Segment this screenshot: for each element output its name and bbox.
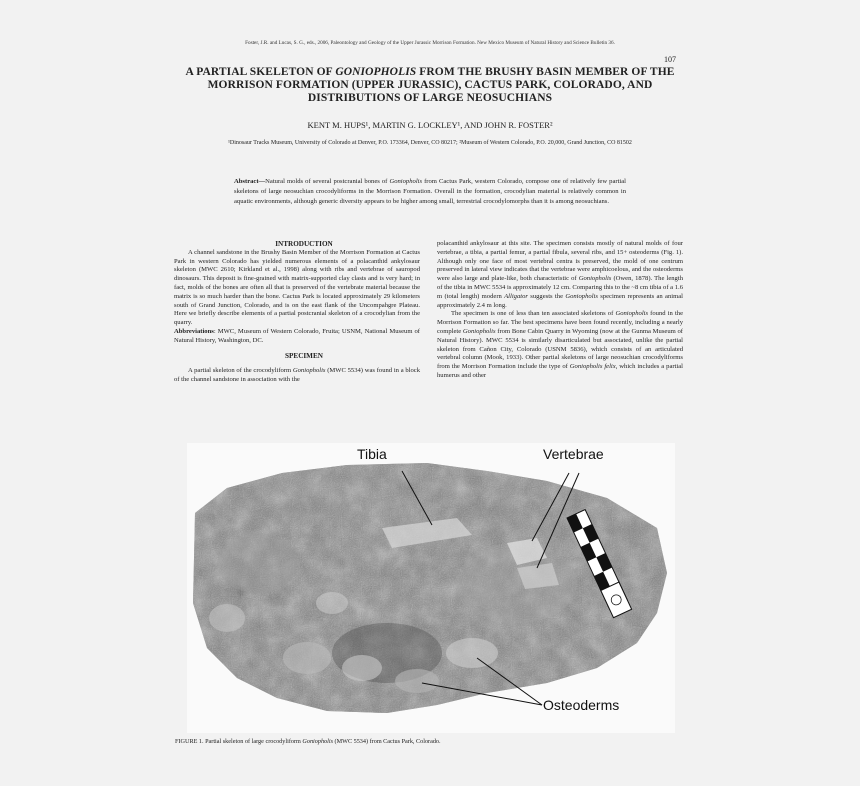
genus-name: Goniopholis: [565, 292, 598, 300]
text-run: polacanthid ankylosaur at this site. The specimen consists mostly of natural molds of four vertebrae, a tibia, a partial femur, a partial fibula, several ribs, and 15+ osteoderms (Fig. 1). Although only one face of most vertebral centra is preserved, the mold of one centrum preserved in lateral view indicates that the vertebrae were amphicoelous, and the osteoderms were also large and plate-like, both characteristic of: [437, 240, 683, 283]
abstract-genus: Goniopholis: [389, 178, 423, 185]
left-column: [174, 240, 420, 385]
comparison-paragraph: [437, 310, 683, 380]
abbreviations-paragraph: [174, 328, 420, 346]
specimen-paragraph-cont: [437, 240, 683, 310]
osteoderm-mold: [316, 592, 348, 614]
genus-name: Goniopholis felix: [569, 363, 616, 371]
osteoderm-mold: [209, 604, 245, 632]
author-list: KENT M. HUPS¹, MARTIN G. LOCKLEY¹, AND JOHN R. FOSTER²: [307, 120, 553, 130]
section-heading-specimen: SPECIMEN: [285, 351, 323, 360]
text-run: from Bone Cabin Quarry in Wyoming (now at the Gunma Museum of Natural History). MWC 5534 is similarly disarticulated but associated, unlike the partial skeleton from Cañon City, Colorado (USNM 5836), which consists of an articulated vertebral column (Mook, 1933). Other partial skeletons of large neosuchian crocodyliforms from the Morrison Formation include the type of: [437, 327, 683, 371]
genus-name: Goniopholis: [615, 310, 649, 318]
osteoderm-mold: [395, 669, 439, 693]
intro-paragraph: A channel sandstone in the Brushy Basin Member of the Morrison Formation at Cactus Park in western Colorado has yielded numerous elements of a polacanthid ankylosaur skeleton (MWC 2610; Kirkland et al., 1998) along with ribs and vertebrae of sauropod dinosaurs. This deposit is fine-grained with matrix-supported clay clasts and is very hard; in fact, molds of the bones are often all that is preserved of the vertebrate material because the matrix is so much harder than the bone. Cactus Park is located approximately 29 kilometers south of Grand Junction, Colorado, and is on the east flank of the Uncompahgre Plateau. Here we briefly describe elements of a partial postcranial skeleton of a crocodylian from the quarry.: [174, 248, 420, 327]
caption-text: (MWC 5534) from Cactus Park, Colorado.: [333, 738, 441, 745]
abstract-text: Natural molds of several postcranial bones of: [265, 178, 390, 185]
genus-name: Goniopholis: [578, 275, 612, 283]
text-run: , which includes a partial humerus and other: [437, 363, 683, 379]
affiliations: ¹Dinosaur Tracks Museum, University of Colorado at Denver, P.O. 173364, Denver, CO 80217; ²Museum of Western Colorado, P.O. 20,000, Grand Junction, CO 81502: [228, 140, 632, 146]
genus-name: Alligator: [504, 292, 528, 300]
abstract-label: Abstract—: [234, 178, 266, 185]
right-column: [437, 240, 683, 381]
label-osteoderms: Osteoderms: [543, 697, 620, 713]
section-heading-introduction: INTRODUCTION: [275, 240, 333, 248]
title-part: FROM THE BRUSHY BASIN MEMBER OF THE MORRISON FORMATION (UPPER JURASSIC), CACTUS PARK, COLORADO, AND DISTRIBUTIONS OF LARGE NEOSUCHIANS: [207, 66, 675, 104]
text-run: (MWC 5534) was found in a block of the channel sandstone in association with the: [174, 367, 421, 384]
title-genus: GONIOPHOLIS: [335, 66, 417, 78]
figure-1-photo: [187, 443, 675, 733]
fossil-block-photo: [187, 443, 675, 733]
genus-name: Goniopholis: [302, 738, 333, 745]
genus-name: Goniopholis: [462, 327, 496, 335]
text-run: (Owen, 1878). The length of the tibia in MWC 5534 is approximately 12 cm. Comparing this to the ~8 cm tibia of a 1.6 m (total length) modern: [437, 275, 683, 300]
caption-text: FIGURE 1. Partial skeleton of large crocodyliform: [175, 738, 303, 745]
genus-name: Goniopholis: [292, 367, 326, 375]
osteoderm-mold: [283, 642, 331, 674]
text-run: found in the Morrison Formation so far. The best specimens have been found recently, including a nearly complete: [437, 310, 684, 335]
text-run: A partial skeleton of the crocodyliform: [188, 367, 293, 375]
abbreviations-label: Abbreviations: [174, 327, 214, 335]
paper-title: [170, 66, 690, 105]
page-number: 107: [664, 55, 676, 64]
text-run: The specimen is one of less than ten associated skeletons of: [451, 310, 616, 318]
text-run: suggests the: [527, 292, 566, 300]
title-part: A PARTIAL SKELETON OF: [185, 66, 336, 78]
text-run: specimen represents an animal approximately 2.4 m long.: [437, 292, 683, 309]
specimen-paragraph: [174, 367, 420, 385]
figure-caption: [175, 738, 675, 745]
label-vertebrae: Vertebrae: [543, 446, 604, 462]
osteoderm-mold: [446, 638, 498, 668]
label-tibia: Tibia: [357, 446, 387, 462]
abstract: [234, 177, 626, 207]
running-head: Foster, J.R. and Lucas, S. G., eds., 2006, Paleontology and Geology of the Upper Jurassic Morrison Formation. New Mexico Museum of Natural History and Science Bulletin 36.: [245, 40, 615, 46]
abbreviations-text: : MWC, Museum of Western Colorado, Fruita; USNM, National Museum of Natural History, Washington, DC.: [174, 327, 420, 344]
osteoderm-mold: [342, 655, 382, 681]
abstract-text: from Cactus Park, western Colorado, compose one of relatively few partial skeletons of large neosuchian crocodyliforms in the Morrison Formation. Overall in the formation, crocodylian material is relatively common in aquatic environments, although generic diversity appears to be higher among small, terrestrial crocodylomorphs than it is among neosuchians.: [234, 178, 626, 205]
